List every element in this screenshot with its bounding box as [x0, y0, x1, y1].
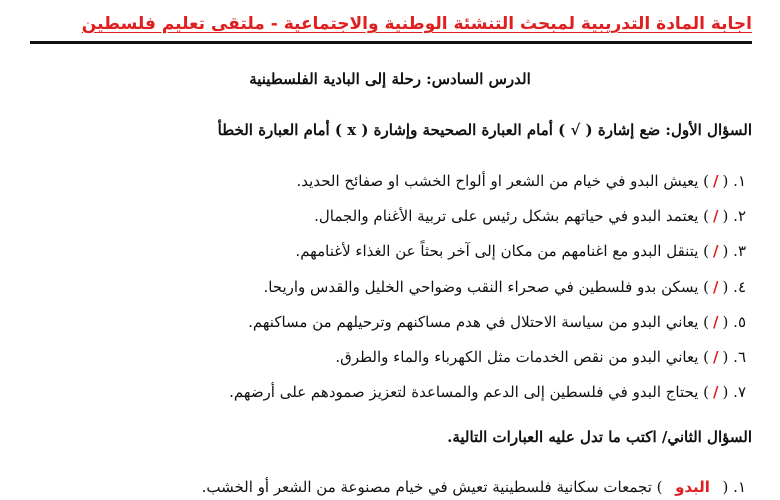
question-2-heading: السؤال الثاني/ اكتب ما تدل عليه العبارات التالية. — [447, 428, 752, 446]
answer-mark: / — [713, 172, 719, 190]
close-paren: ) — [656, 478, 663, 496]
q1-item-6 — [335, 348, 746, 366]
answer-mark: / — [713, 313, 719, 331]
answer-mark: / — [713, 242, 719, 260]
answer-mark: / — [713, 278, 719, 296]
open-paren: ( — [722, 478, 729, 496]
open-paren: ( — [722, 242, 729, 260]
statement-text: يسكن بدو فلسطين في صحراء النقب وضواحي الخليل والقدس واريحا. — [263, 278, 699, 296]
item-number: ٤. — [733, 278, 746, 296]
answer-mark: / — [713, 207, 719, 225]
definition-text: تجمعات سكانية فلسطينية تعيش في خيام مصنوعة من الشعر أو الخشب. — [201, 478, 652, 496]
open-paren: ( — [722, 278, 729, 296]
q1-item-2 — [314, 207, 746, 225]
close-paren: ) — [703, 278, 710, 296]
open-paren: ( — [722, 313, 729, 331]
close-paren: ) — [703, 313, 710, 331]
close-paren: ) — [703, 172, 710, 190]
q1-item-3 — [295, 242, 746, 260]
open-paren: ( — [722, 383, 729, 401]
item-number: ٧. — [733, 383, 746, 401]
header-divider — [30, 41, 752, 44]
open-paren: ( — [722, 207, 729, 225]
item-number: ٢. — [733, 207, 746, 225]
item-number: ٦. — [733, 348, 746, 366]
close-paren: ) — [703, 242, 710, 260]
close-paren: ) — [703, 348, 710, 366]
statement-text: يعاني البدو من نقص الخدمات مثل الكهرباء والماء والطرق. — [335, 348, 699, 366]
statement-text: يحتاج البدو في فلسطين إلى الدعم والمساعدة لتعزيز صمودهم على أرضهم. — [229, 383, 699, 401]
question-1-heading: السؤال الأول: ضع إشارة ( √ ) أمام العبارة الصحيحة وإشارة ( x ) أمام العبارة الخطأ — [217, 121, 752, 139]
lesson-title: الدرس السادس: رحلة إلى البادية الفلسطينية — [249, 70, 531, 88]
item-number: ٣. — [733, 242, 746, 260]
item-number: ١. — [733, 478, 746, 496]
statement-text: يعاني البدو من سياسة الاحتلال في هدم مساكنهم وترحيلهم من مساكنهم. — [248, 313, 699, 331]
statement-text: يتنقل البدو مع اغنامهم من مكان إلى آخر بحثاً عن الغذاء لأغنامهم. — [295, 242, 699, 260]
answer-mark: / — [713, 348, 719, 366]
open-paren: ( — [722, 348, 729, 366]
statement-text: يعتمد البدو في حياتهم بشكل رئيس على تربية الأغنام والجمال. — [314, 207, 699, 225]
q2-item-1 — [202, 478, 746, 496]
q1-item-7 — [229, 383, 746, 401]
open-paren: ( — [722, 172, 729, 190]
q1-item-1 — [297, 172, 746, 190]
answer-term: البدو — [675, 478, 710, 496]
q1-item-5 — [248, 313, 746, 331]
item-number: ٥. — [733, 313, 746, 331]
answer-mark: / — [713, 383, 719, 401]
statement-text: يعيش البدو في خيام من الشعر او ألواح الخشب او صفائح الحديد. — [296, 172, 699, 190]
item-number: ١. — [733, 172, 746, 190]
q1-item-4 — [263, 278, 746, 296]
document-header-title: اجابة المادة التدريبية لمبحث التنشئة الوطنية والاجتماعية - ملتقى تعليم فلسطين — [81, 14, 752, 34]
close-paren: ) — [703, 383, 710, 401]
close-paren: ) — [703, 207, 710, 225]
